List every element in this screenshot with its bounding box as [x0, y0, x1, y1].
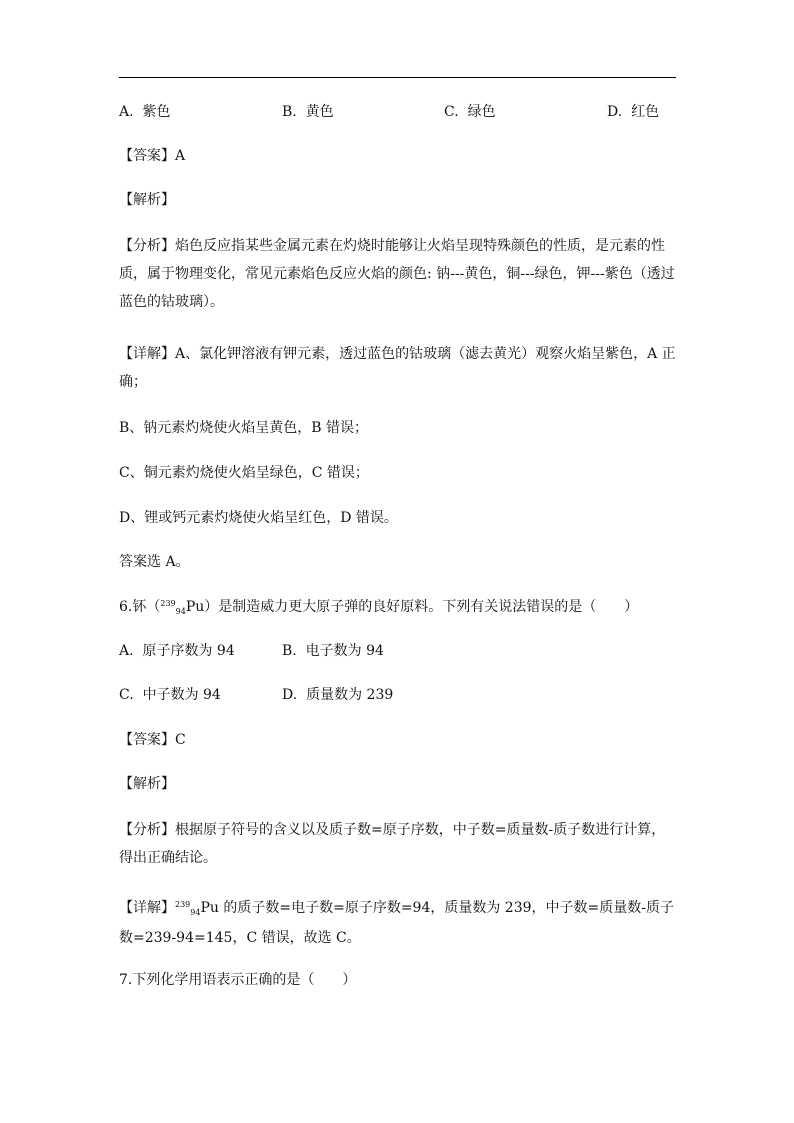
- q6-analysis: [119, 816, 676, 872]
- header-rule: [119, 77, 676, 78]
- analysis-text: 焰色反应指某些金属元素在灼烧时能够让火焰呈现特殊颜色的性质，是元素的性质，属于物理变化，常见元素焰色反应火焰的颜色: 钠---黄色，铜---绿色，钾---紫色（透过蓝色的钴玻璃）。: [119, 238, 675, 310]
- analysis-label: 【分析】: [119, 238, 175, 254]
- q5-detail-d: D、锂或钙元素灼烧使火焰呈红色，D 错误。: [119, 510, 398, 526]
- q6-option-c: C. 中子数为 94: [119, 687, 221, 703]
- q5-analysis: [119, 232, 676, 316]
- detail-mass-number: 239: [175, 900, 191, 909]
- q5-option-d: D. 红色: [607, 104, 660, 120]
- q7-stem: 7.下列化学用语表示正确的是（ ）: [119, 972, 357, 988]
- analysis-text: 根据原子符号的含义以及质子数=原子序数，中子数=质量数-质子数进行计算，得出正确结论。: [119, 822, 666, 866]
- q5-detail-c: C、铜元素灼烧使火焰呈绿色，C 错误；: [119, 465, 369, 481]
- q5-conclusion: 答案选 A。: [119, 554, 190, 570]
- element-symbol: Pu: [185, 599, 205, 615]
- q6-option-a: A. 原子序数为 94: [119, 643, 235, 659]
- q5-answer: 【答案】A: [119, 148, 186, 164]
- atomic-number: 94: [175, 607, 186, 616]
- q5-detail-b: B、钠元素灼烧使火焰呈黄色，B 错误；: [119, 420, 369, 436]
- detail-atomic-number: 94: [190, 908, 201, 917]
- q6-option-b: B. 电子数为 94: [282, 643, 384, 659]
- q5-detail: [119, 340, 676, 396]
- analysis-label: 【分析】: [119, 822, 175, 838]
- q5-option-b: B. 黄色: [282, 104, 334, 120]
- q6-detail: [119, 894, 676, 952]
- q6-analysis-heading: 【解析】: [119, 776, 175, 792]
- detail-label: 【详解】: [119, 900, 175, 916]
- q5-analysis-heading: 【解析】: [119, 192, 175, 208]
- q6-answer: 【答案】C: [119, 732, 186, 748]
- detail-text: 的质子数=电子数=原子序数=94，质量数为 239，中子数=质量数-质子数=239-94=145，C 错误，故选 C。: [119, 900, 674, 946]
- q6-stem: 6.钚（$^{239}_{94}$Pu）是制造威力更大原子弹的良好原料。下列有关说法错误的是（ ）: [119, 599, 639, 616]
- q5-option-a: A. 紫色: [119, 104, 171, 120]
- detail-symbol: Pu: [200, 900, 219, 916]
- q6-option-d: D. 质量数为 239: [282, 687, 394, 703]
- detail-text: A、氯化钾溶液有钾元素，透过蓝色的钴玻璃（滤去黄光）观察火焰呈紫色，A 正确；: [119, 346, 676, 390]
- detail-label: 【详解】: [119, 346, 175, 362]
- q5-option-c: C. 绿色: [444, 104, 496, 120]
- mass-number: 239: [160, 599, 176, 608]
